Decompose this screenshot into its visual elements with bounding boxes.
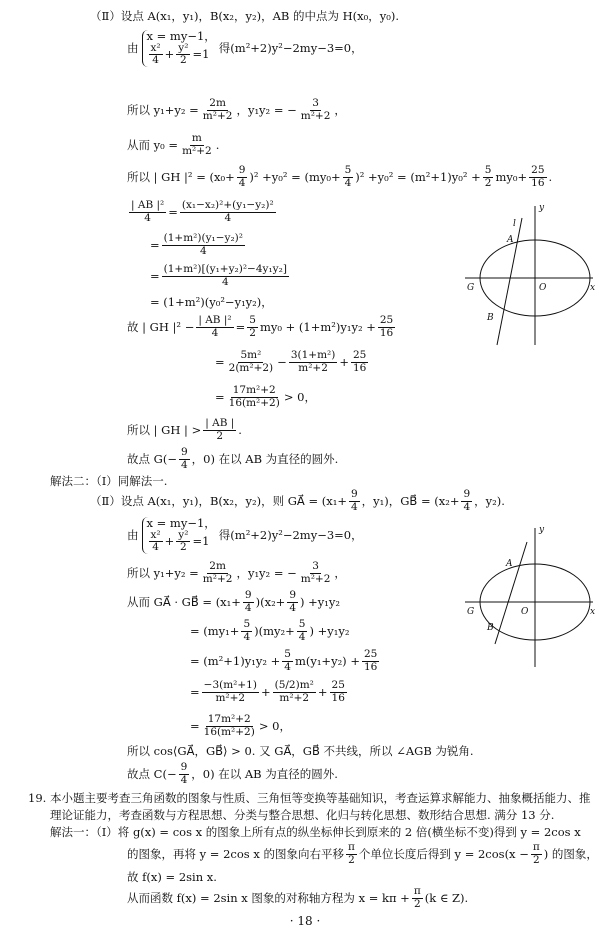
fraction: [351, 350, 368, 374]
denominator: 2: [484, 176, 492, 189]
fraction: [237, 165, 248, 189]
denominator: 4: [211, 326, 219, 339]
fraction: [203, 418, 236, 442]
denominator: 2: [249, 326, 256, 339]
label-g: G: [467, 607, 475, 617]
fraction: [162, 233, 245, 257]
numerator: 25: [531, 164, 545, 176]
text-segment: ，y₁y₂ = −: [236, 565, 297, 580]
text-segment: my₀+: [495, 169, 528, 184]
denominator: m²+2: [300, 572, 331, 585]
numerator: y²: [178, 41, 189, 54]
denominator: m²+2: [279, 691, 310, 704]
text-segment: > 0，: [283, 389, 316, 404]
fraction: [362, 649, 379, 673]
fraction: [176, 43, 190, 67]
denominator: m²+2: [202, 109, 233, 122]
equation-row: [147, 30, 216, 43]
numerator: (5/2)m²: [274, 679, 314, 691]
ellipse-figure-1: [455, 200, 600, 350]
fraction: [297, 619, 308, 643]
text-segment: 个单位长度后得到 y = 2cos(x −: [358, 846, 529, 861]
fraction: [149, 43, 163, 67]
fraction: [227, 385, 282, 409]
text-segment: 所以 cos⟨GA⃗，GB⃗⟩ > 0. 又 GA⃗，GB⃗ 不共线，所以 ∠AGB 为锐角.: [127, 744, 474, 758]
text-segment: m(y₁+y₂) +: [294, 653, 360, 668]
numerator: π: [347, 841, 355, 853]
text-segment: ，0) 在以 AB 为直径的圆外.: [191, 451, 339, 466]
equation-system-line: [127, 517, 363, 554]
fraction: [202, 714, 257, 738]
denominator: m²+2: [182, 144, 212, 157]
ellipse-figure-2: [455, 522, 600, 672]
denominator: 4: [199, 244, 207, 257]
label-x: x: [590, 283, 596, 293]
label-a: A: [507, 235, 514, 245]
text-line: [190, 714, 291, 738]
text-segment: x = my−1，: [146, 516, 216, 530]
fraction: [243, 590, 254, 614]
text-segment: +: [339, 354, 349, 369]
numerator: 25: [331, 679, 345, 691]
text-segment: =: [190, 718, 200, 733]
denominator: 4: [463, 500, 471, 513]
text-segment: （Ⅱ）设点 A(x₁，y₁)，B(x₂，y₂)，则 GA⃗ = (x₁+: [90, 493, 347, 508]
text-segment: 所以 y₁+y₂ =: [127, 565, 199, 580]
text-segment: 故点 C(−: [127, 766, 177, 781]
numerator: 9: [289, 589, 297, 601]
label-o: O: [521, 607, 529, 617]
text-segment: 解法一：（Ⅰ）将 g(x) = cos x 的图象上所有点的纵坐标伸长到原来的 2 倍(横坐标不变)得到 y = 2cos x: [50, 825, 581, 839]
text-segment: +: [317, 684, 328, 699]
text-segment: 故 | GH |² −: [127, 319, 195, 334]
label-b: B: [487, 313, 494, 323]
denominator: 4: [243, 630, 251, 643]
text-segment: x = my−1，: [146, 29, 216, 43]
numerator: | AB |²: [198, 314, 232, 326]
numerator: 2m: [209, 560, 226, 572]
denominator: 4: [224, 211, 232, 224]
text-segment: 从而函数 f(x) = 2sin x 图象的对称轴方程为 x = kπ +: [127, 890, 410, 905]
numerator: 9: [238, 164, 246, 176]
text-segment: 从而 GA⃗ · GB⃗ = (x₁+: [127, 594, 241, 609]
text-line: [28, 792, 590, 805]
text-line: [127, 745, 474, 758]
equation-row: [147, 43, 216, 67]
numerator: 5: [344, 164, 352, 176]
text-segment: ) 的图象，: [543, 846, 598, 861]
denominator: 2: [180, 54, 187, 67]
denominator: 4: [238, 176, 246, 189]
text-line: [150, 296, 273, 309]
text-segment: +: [164, 47, 175, 62]
label-y: y: [539, 525, 545, 535]
text-line: [127, 886, 468, 910]
numerator: y²: [178, 528, 189, 541]
text-segment: 由: [127, 41, 139, 56]
fraction: [531, 842, 542, 866]
numerator: 9: [350, 488, 358, 500]
numerator: | AB |: [205, 417, 235, 429]
fraction: [529, 165, 546, 189]
text-line: [127, 561, 346, 585]
label-x: x: [590, 607, 596, 617]
text-segment: 理论证能力，考查函数与方程思想、分类与整合思想、化归与转化思想、数形结合思想. 满分 13 分.: [50, 808, 555, 822]
text-segment: 故点 G(−: [127, 451, 177, 466]
denominator: 2: [348, 853, 355, 866]
numerator: m: [191, 132, 202, 144]
text-segment: = (my₁+: [190, 623, 240, 638]
numerator: 9: [463, 488, 471, 500]
text-segment: 得(m²+2)y²−2my−3=0，: [218, 41, 363, 56]
denominator: 16: [363, 660, 378, 673]
denominator: 2: [216, 429, 224, 442]
text-segment: 所以 y₁+y₂ =: [127, 102, 199, 117]
denominator: 4: [344, 176, 352, 189]
fraction: [180, 200, 276, 224]
fraction: [349, 489, 360, 513]
text-line: [127, 133, 219, 157]
fraction: [346, 842, 357, 866]
equation-system-line: [127, 30, 363, 67]
numerator: 5: [298, 618, 306, 630]
denominator: m²+2: [202, 572, 233, 585]
text-segment: =1: [192, 47, 210, 62]
text-segment: =: [215, 389, 225, 404]
numerator: 5: [243, 618, 251, 630]
text-line: [127, 762, 338, 786]
fraction: [202, 680, 259, 704]
text-segment: =: [215, 354, 225, 369]
fraction: [273, 680, 316, 704]
denominator: m²+2: [215, 691, 246, 704]
text-line: [190, 680, 349, 704]
text-line: [215, 350, 370, 374]
text-segment: （Ⅱ）设点 A(x₁，y₁)，B(x₂，y₂)，AB 的中点为 H(x₀，y₀).: [90, 9, 400, 23]
fraction: [176, 530, 190, 554]
denominator: 16(m²+2): [228, 396, 280, 409]
text-line: [90, 10, 399, 23]
text-segment: ) +y₁y₂: [309, 623, 350, 638]
numerator: | AB |²: [131, 199, 165, 211]
fraction: [299, 98, 333, 122]
fraction: [149, 530, 163, 554]
equation-row: [147, 517, 216, 530]
fraction: [282, 649, 293, 673]
denominator: m²+2: [298, 361, 328, 374]
text-segment: .: [238, 422, 242, 437]
numerator: x²: [150, 41, 161, 54]
equation-system: [142, 517, 216, 554]
denominator: 2: [532, 853, 540, 866]
numerator: −3(m²+1): [203, 679, 257, 691]
text-segment: ，0) 在以 AB 为直径的圆外.: [191, 766, 338, 781]
text-line: [50, 475, 167, 488]
denominator: 4: [298, 630, 306, 643]
text-segment: −: [277, 354, 287, 369]
text-segment: my₀ + (1+m²)y₁y₂ +: [259, 319, 376, 334]
text-line: [50, 826, 581, 839]
denominator: 16: [531, 176, 545, 189]
text-line: [90, 489, 505, 513]
text-line: [127, 842, 598, 866]
text-line: [127, 315, 397, 339]
text-segment: =: [168, 204, 178, 219]
numerator: x²: [150, 528, 161, 541]
denominator: 2: [413, 897, 421, 910]
label-a: A: [506, 559, 513, 569]
text-segment: 所以 | GH |² = (x₀+: [127, 169, 235, 184]
text-segment: =: [150, 237, 160, 252]
text-line: [127, 447, 338, 471]
fraction: [343, 165, 354, 189]
numerator: 9: [244, 589, 252, 601]
denominator: 4: [180, 773, 188, 786]
text-line: [150, 264, 291, 288]
text-segment: =1: [192, 534, 210, 549]
line-l: [495, 542, 527, 644]
text-line: [50, 809, 554, 822]
numerator: 5m²: [240, 349, 262, 361]
text-segment: 得(m²+2)y²−2my−3=0，: [218, 528, 363, 543]
text-segment: 解法二：（Ⅰ）同解法一.: [50, 474, 168, 488]
denominator: 16(m²+2): [203, 725, 255, 738]
text-segment: ，y₁y₂ = −: [236, 102, 297, 117]
numerator: 25: [363, 648, 378, 660]
denominator: 4: [144, 211, 151, 224]
fraction: [378, 315, 395, 339]
text-line: [190, 619, 349, 643]
text-line: [127, 418, 242, 442]
numerator: 5: [284, 648, 291, 660]
denominator: 4: [244, 601, 252, 614]
denominator: 4: [284, 660, 291, 673]
fraction: [227, 350, 276, 374]
numerator: 5: [249, 314, 256, 326]
numerator: (1+m²)(y₁−y₂)²: [163, 232, 243, 244]
fraction: [201, 561, 235, 585]
text-segment: ，: [334, 102, 346, 117]
label-g: G: [467, 283, 475, 293]
numerator: 3(1+m²): [290, 349, 336, 361]
denominator: 4: [289, 601, 297, 614]
text-segment: =: [235, 319, 246, 334]
denominator: 16: [331, 691, 345, 704]
text-segment: = (m²+1)y₁y₂ +: [190, 653, 281, 668]
numerator: 25: [379, 314, 394, 326]
label-l: l: [513, 219, 516, 229]
text-line: [127, 165, 552, 189]
text-segment: +: [164, 534, 175, 549]
text-line: [127, 98, 346, 122]
numerator: 17m²+2: [207, 713, 251, 725]
page-number: · 18 ·: [289, 914, 321, 928]
label-b: B: [487, 623, 494, 633]
numerator: 25: [352, 349, 367, 361]
equation-system: [142, 30, 216, 67]
denominator: 16: [352, 361, 367, 374]
numerator: (x₁−x₂)²+(y₁−y₂)²: [181, 199, 274, 211]
text-line: [190, 649, 381, 673]
denominator: 4: [180, 458, 188, 471]
text-segment: =: [150, 268, 160, 283]
text-line: [215, 385, 316, 409]
denominator: 4: [152, 541, 159, 554]
text-segment: )² +y₀² = (my₀+: [249, 169, 341, 184]
numerator: 9: [180, 761, 188, 773]
text-segment: ) +y₁y₂: [300, 594, 341, 609]
text-segment: 所以 | GH | >: [127, 422, 202, 437]
text-segment: +: [260, 684, 271, 699]
fraction: [289, 350, 338, 374]
text-line: [127, 200, 278, 224]
fraction: [483, 165, 494, 189]
text-segment: = (1+m²)(y₀²−y₁y₂)，: [150, 295, 273, 309]
fraction: [461, 489, 472, 513]
fraction: [201, 98, 235, 122]
text-segment: .: [548, 169, 553, 184]
numerator: 3: [312, 560, 319, 572]
text-line: [127, 871, 217, 884]
fraction: [196, 315, 233, 339]
denominator: 4: [152, 54, 159, 67]
label-y: y: [539, 203, 545, 213]
denominator: 2: [180, 541, 187, 554]
denominator: m²+2: [300, 109, 331, 122]
denominator: 2(m²+2): [228, 361, 274, 374]
text-segment: )(x₂+: [255, 594, 286, 609]
fraction: [299, 561, 333, 585]
text-segment: ，: [334, 565, 346, 580]
text-line: [127, 590, 340, 614]
text-segment: ，y₁)，GB⃗ = (x₂+: [361, 493, 460, 508]
fraction: [179, 447, 190, 471]
denominator: 4: [350, 500, 358, 513]
equation-row: [147, 530, 216, 554]
numerator: 9: [180, 446, 188, 458]
denominator: 4: [221, 275, 229, 288]
numerator: 17m²+2: [232, 384, 276, 396]
text-line: [150, 233, 247, 257]
text-segment: 19. 本小题主要考查三角函数的图象与性质、三角恒等变换等基础知识，考查运算求解能力、抽象概括能力、推: [28, 791, 591, 805]
fraction: [247, 315, 258, 339]
fraction: [180, 133, 214, 157]
text-segment: )(my₂+: [254, 623, 295, 638]
fraction: [287, 590, 298, 614]
fraction: [412, 886, 423, 910]
numerator: 5: [484, 164, 492, 176]
denominator: 16: [379, 326, 394, 339]
text-segment: )² +y₀² = (m²+1)y₀² +: [355, 169, 481, 184]
text-segment: 从而 y₀ =: [127, 137, 179, 152]
numerator: 2m: [209, 97, 226, 109]
numerator: 3: [312, 97, 319, 109]
fraction: [330, 680, 347, 704]
text-segment: .: [215, 137, 220, 152]
text-segment: (k ∈ Z).: [424, 890, 469, 905]
text-segment: 由: [127, 528, 139, 543]
text-segment: ，y₂).: [474, 493, 505, 508]
numerator: π: [413, 885, 421, 897]
label-o: O: [539, 283, 547, 293]
fraction: [129, 200, 166, 224]
fraction: [241, 619, 252, 643]
text-segment: > 0，: [258, 718, 291, 733]
numerator: (1+m²)[(y₁+y₂)²−4y₁y₂]: [163, 263, 287, 275]
fraction: [179, 762, 190, 786]
numerator: π: [532, 841, 540, 853]
text-segment: 故 f(x) = 2sin x.: [127, 870, 217, 884]
text-segment: 的图象，再将 y = 2cos x 的图象向右平移: [127, 846, 344, 861]
text-segment: =: [190, 684, 200, 699]
fraction: [162, 264, 289, 288]
